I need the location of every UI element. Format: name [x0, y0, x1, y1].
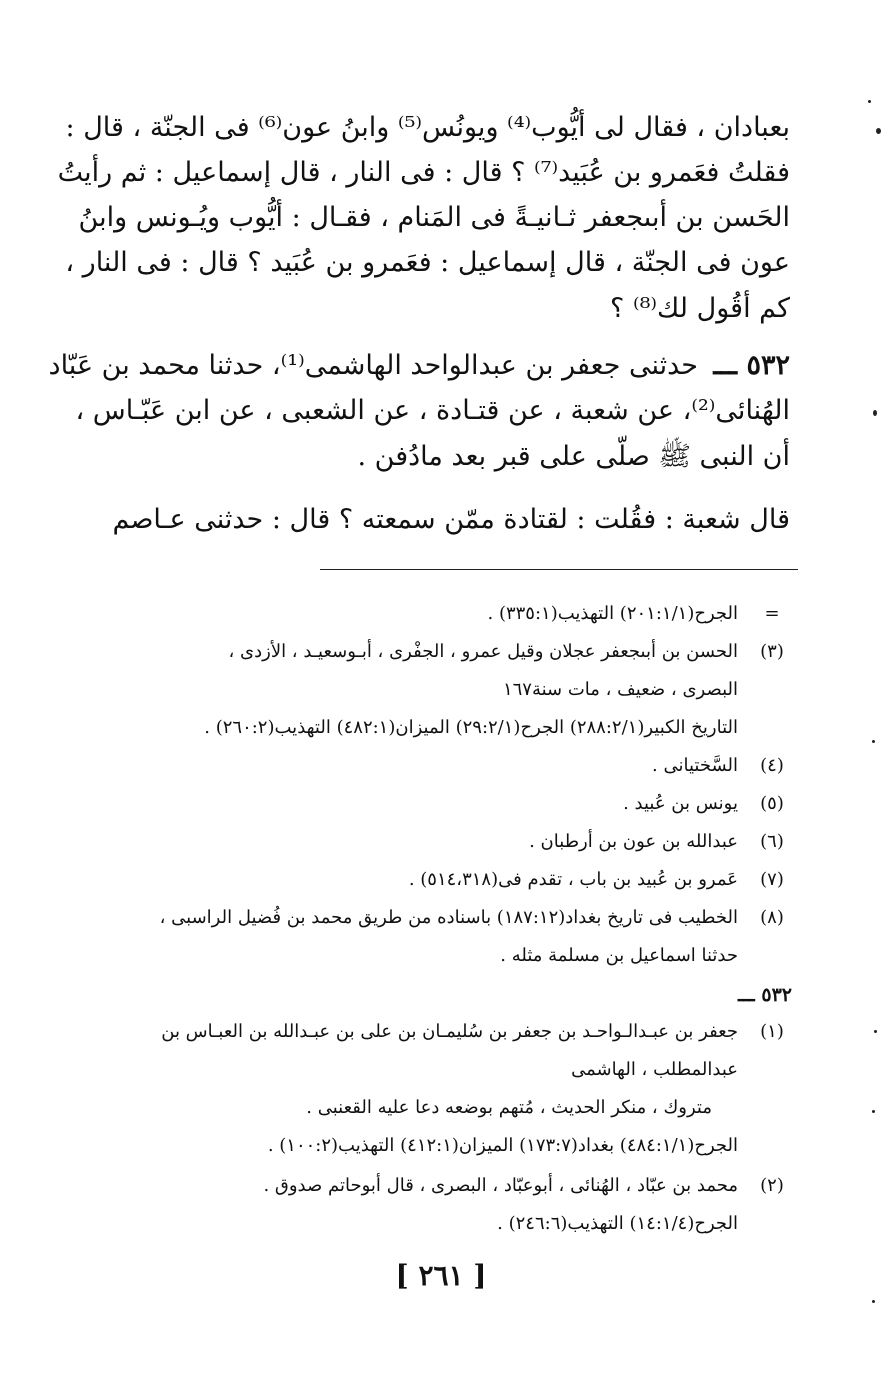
main-line: قال شعبة : فقُلت : لقتادة ممّن سمعته ؟ قال : حدثنى عـاصم	[112, 504, 790, 535]
footnote-text: الخطيب فى تاريخ بغداد(١٨٧:١٢) باسناده من طريق محمد بن فُضيل الراسبى ،	[159, 907, 738, 928]
page-number: [ ٢٦١ ]	[395, 1259, 487, 1292]
main-text	[48, 0, 790, 560]
scan-speck	[873, 410, 877, 416]
footnote-text: يونس بن عُبيد .	[623, 793, 738, 814]
main-line: بعبادان ، فقال لى أيُّوب⁽⁴⁾ ويونُس⁽⁵⁾ وابنُ عون⁽⁶⁾ فى الجنّة ، قال :	[65, 112, 790, 143]
scan-speck	[872, 1110, 875, 1113]
footnote-marker: (٧)	[760, 869, 784, 890]
footnote-separator	[320, 569, 798, 570]
hadith-number: ٥٣٢ ـــ	[713, 350, 790, 381]
footnote-marker: =	[764, 603, 780, 624]
footnote-text: الجرح(١٤:١/٤) التهذيب(٢٤٦:٦) .	[497, 1213, 738, 1234]
footnote-text: السَّختيانى .	[652, 755, 738, 776]
footnote-marker: (٦)	[760, 831, 784, 852]
footnote-marker: (٨)	[760, 907, 784, 928]
section-label: ٥٣٢ ـــ	[738, 984, 792, 1006]
main-line: الحَسن بن أبىجعفر ثـانيـةً فى المَنام ، فقـال : أيُّوب ويُـونس وابنُ	[78, 202, 790, 233]
footnote-marker: (٤)	[760, 755, 784, 776]
scan-speck	[876, 128, 881, 134]
main-line: عون فى الجنّة ، قال إسماعيل : فعَمرو بن عُبَيد ؟ قال : فى النار ،	[65, 247, 790, 278]
footnote-text: متروك ، منكر الحديث ، مُتهم بوضعه دعا عليه القعنبى .	[306, 1097, 712, 1118]
scan-speck	[872, 1300, 875, 1303]
main-line: حدثنى جعفر بن عبدالواحد الهاشمى⁽¹⁾، حدثنا محمد بن عَبّاد	[48, 350, 698, 381]
footnote-text: عبدالمطلب ، الهاشمى	[571, 1059, 738, 1080]
main-line: كم أقُول لك⁽⁸⁾ ؟	[610, 293, 790, 324]
footnote-marker: (٢)	[760, 1175, 784, 1196]
footnote-text: محمد بن عبّاد ، الهُنائى ، أبوعبّاد ، البصرى ، قال أبوحاتم صدوق .	[263, 1175, 738, 1196]
scan-speck	[868, 100, 871, 103]
footnote-text: التاريخ الكبير(٢٨٨:٢/١) الجرح(٢٩:٢/١) الميزان(٤٨٢:١) التهذيب(٢٦٠:٢) .	[204, 717, 738, 738]
footnote-text: البصرى ، ضعيف ، مات سنة١٦٧	[502, 679, 738, 700]
scan-speck	[874, 1030, 877, 1033]
footnote-text: جعفر بن عبـدالـواحـد بن جعفر بن سُليمـان بن على بن عبـدالله بن العبـاس بن	[161, 1021, 738, 1042]
footnote-text: الجرح(٢٠١:١/١) التهذيب(٣٣٥:١) .	[487, 603, 738, 624]
footnote-text: عَمرو بن عُبيد بن باب ، تقدم فى(٥١٤،٣١٨) .	[408, 869, 738, 890]
footnote-marker: (١)	[760, 1021, 784, 1042]
main-line: أن النبى ﷺ صلّى على قبر بعد مادُفن .	[357, 441, 790, 472]
footnote-text: الحسن بن أبىجعفر عجلان وقيل عمرو ، الجفْرى ، أبـوسعيـد ، الأزدى ،	[228, 641, 738, 662]
footnote-text: حدثنا اسماعيل بن مسلمة مثله .	[500, 945, 738, 966]
footnote-text: عبدالله بن عون بن أرطبان .	[529, 831, 738, 852]
main-line: فقلتُ فعَمرو بن عُبَيد⁽⁷⁾ ؟ قال : فى النار ، قال إسماعيل : ثم رأيتُ	[57, 157, 790, 188]
footnote-text: الجرح(٤٨٤:١/١) بغداد(١٧٣:٧) الميزان(٤١٢:١) التهذيب(١٠٠:٢) .	[267, 1135, 738, 1156]
scan-speck	[872, 740, 875, 743]
main-line: الهُنائى⁽²⁾، عن شعبة ، عن قتـادة ، عن الشعبى ، عن ابن عَبّـاس ،	[75, 395, 790, 426]
footnote-marker: (٣)	[760, 641, 784, 662]
footnote-marker: (٥)	[760, 793, 784, 814]
